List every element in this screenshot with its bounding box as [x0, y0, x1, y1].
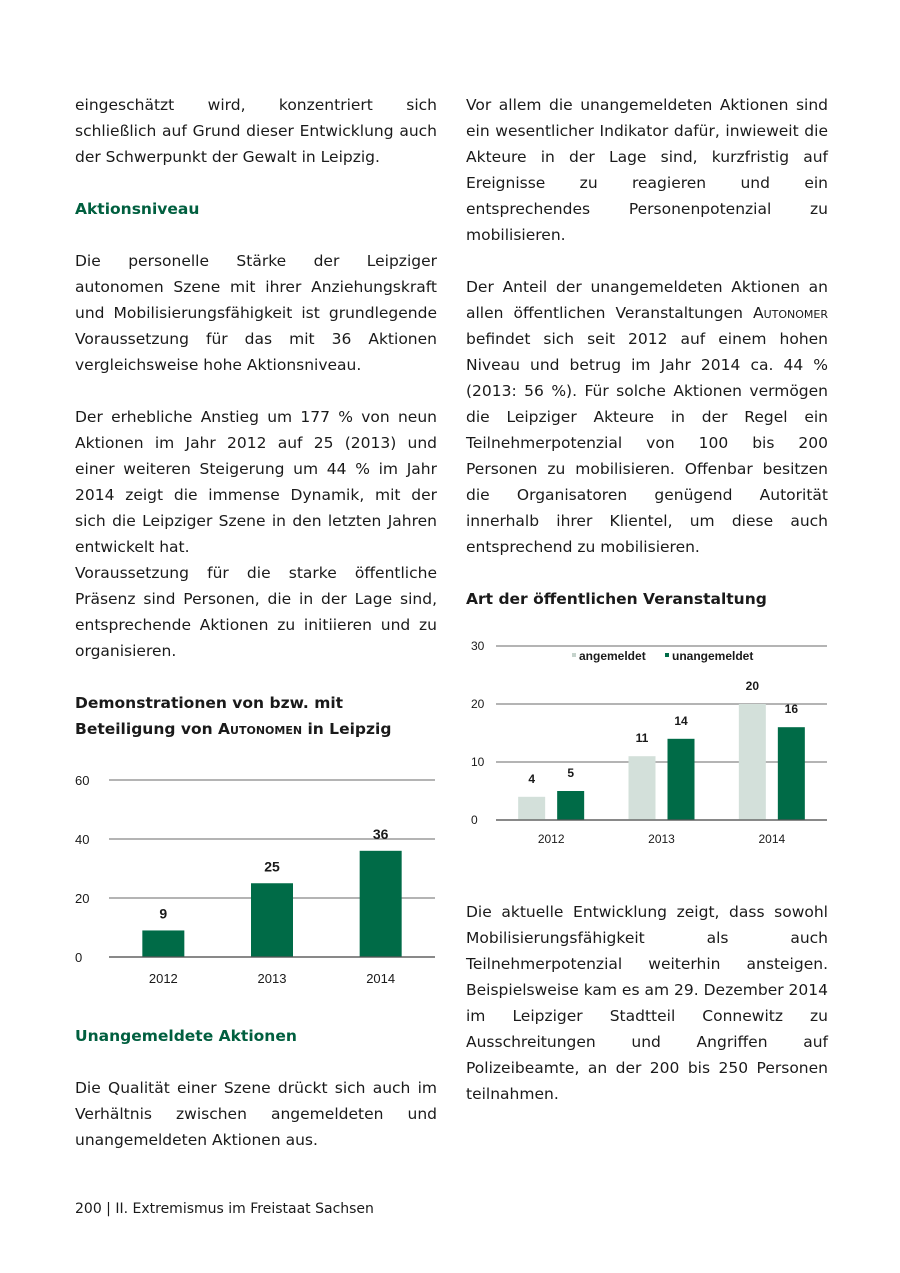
right-paragraph-2-part-b: befindet sich seit 2012 auf einem hohen Niveau und betrug im Jahr 2014 ca. 44 % (2013: 56 %). Für solche Aktionen vermögen die Leipziger Akteure in der Regel ein Teilnehmerpotenzial von 100 bis 200 Personen zu mobilisieren. Offenbar besitzen die Organisatoren genügend Autorität innerhalb ihrer Klientel, um diese auch entsprechend zu mobilisieren. — [466, 330, 828, 556]
chart2-data-label: 5 — [567, 766, 575, 780]
heading-unangemeldete-aktionen: Unangemeldete Aktionen — [75, 1027, 297, 1045]
chart1-ytick-label: 20 — [75, 891, 90, 906]
chart2-data-label: 16 — [784, 702, 799, 717]
left-paragraph-5: Die Qualität einer Szene drückt sich auch im Verhältnis zwischen angemeldeten und unangemeldeten Aktionen aus. — [75, 1079, 437, 1149]
chart2-legend-swatch — [665, 653, 669, 657]
chart2-ytick-label: 0 — [471, 813, 478, 827]
chart1 — [75, 768, 437, 993]
chart2-bar — [778, 727, 805, 820]
chart2-ytick-label: 30 — [471, 639, 485, 653]
chart2-bar — [668, 739, 695, 820]
chart2-legend-label: unangemeldet — [672, 649, 754, 663]
chart2-title: Art der öffentlichen Veranstaltung — [466, 590, 767, 608]
chart1-data-label: 9 — [159, 905, 168, 922]
chart1-data-label: 25 — [264, 858, 280, 875]
chart1-data-label: 36 — [372, 825, 389, 842]
chart2-xtick-label: 2012 — [537, 832, 565, 846]
left-paragraph-3: Der erhebliche Anstieg um 177 % von neun Aktionen im Jahr 2012 auf 25 (2013) und einer weiteren Steigerung um 44 % im Jahr 2014 zeigt die immense Dynamik, mit der sich die Leipziger Szene in den letzten Jahren entwickelt hat. — [75, 408, 437, 556]
left-paragraph-4: Voraussetzung für die starke öffentliche Präsenz sind Personen, die in der Lage sind, entsprechende Aktionen zu initiieren und zu organisieren. — [75, 564, 437, 660]
chart1-title-part-b: in Leipzig — [302, 720, 392, 738]
chart1-ytick-label: 40 — [75, 832, 90, 847]
chart1-xtick-label: 2014 — [366, 971, 396, 986]
chart2-legend-label: angemeldet — [579, 649, 646, 663]
heading-aktionsniveau: Aktionsniveau — [75, 200, 200, 218]
chart2-xtick-label: 2013 — [648, 832, 675, 846]
page-footer: 200 | II. Extremismus im Freistaat Sachsen — [75, 1201, 374, 1217]
chart1-xtick-label: 2013 — [257, 971, 287, 986]
chart1-title-smallcaps: Autonomen — [218, 720, 303, 738]
chart1-bar — [360, 851, 402, 957]
right-paragraph-3: Die aktuelle Entwicklung zeigt, dass sowohl Mobilisierungsfähigkeit als auch Teilnehmerpotenzial weiterhin ansteigen. Beispielsweise kam es am 29. Dezember 2014 im Leipziger Stadtteil Connewitz zu Ausschreitungen und Angriffen auf Polizeibeamte, an der 200 bis 250 Personen teilnahmen. — [466, 903, 828, 1103]
chart2-ytick-label: 10 — [471, 755, 485, 769]
chart1-bar — [142, 930, 184, 957]
chart1-ytick-label: 0 — [75, 950, 83, 965]
chart2-xtick-label: 2014 — [758, 832, 786, 846]
right-paragraph-2 — [466, 274, 828, 560]
chart2-ytick-label: 20 — [471, 697, 485, 711]
chart2-bar — [518, 797, 545, 820]
chart2-data-label: 20 — [745, 679, 760, 693]
right-paragraph-2-smallcaps: Autonomer — [752, 304, 828, 322]
chart2-bar — [739, 704, 766, 820]
chart2-bar — [557, 791, 584, 820]
right-paragraph-2-part-a: Der Anteil der unangemeldeten Aktionen an allen öffentlichen Veranstaltungen — [466, 278, 828, 322]
right-column — [466, 92, 828, 1107]
chart1-xtick-label: 2012 — [148, 971, 178, 986]
chart1-ytick-label: 60 — [75, 773, 90, 788]
chart1-bar — [251, 883, 293, 957]
left-column — [75, 92, 437, 1153]
chart2-bar — [629, 756, 656, 820]
right-paragraph-1: Vor allem die unangemeldeten Aktionen sind ein wesentlicher Indikator dafür, inwieweit die Akteure in der Lage sind, kurzfristig auf Ereignisse zu reagieren und ein entsprechendes Personenpotenzial zu mobilisieren. — [466, 96, 828, 244]
left-paragraph-1: eingeschätzt wird, konzentriert sich schließlich auf Grund dieser Entwicklung auch der Schwerpunkt der Gewalt in Leipzig. — [75, 96, 437, 166]
chart1-title-part-a: Demonstrationen von bzw. mit Beteiligung von — [75, 694, 344, 738]
chart2-data-label: 11 — [635, 731, 649, 746]
chart2-data-label: 14 — [674, 713, 688, 728]
chart2-legend-swatch — [572, 653, 576, 657]
chart2-data-label: 4 — [528, 771, 536, 786]
left-paragraph-2: Die personelle Stärke der Leipziger autonomen Szene mit ihrer Anziehungskraft und Mobilisierungsfähigkeit ist grundlegende Voraussetzung für das mit 36 Aktionen vergleichsweise hohe Aktionsniveau. — [75, 252, 437, 374]
chart2 — [466, 636, 828, 851]
chart1-title — [75, 690, 437, 742]
